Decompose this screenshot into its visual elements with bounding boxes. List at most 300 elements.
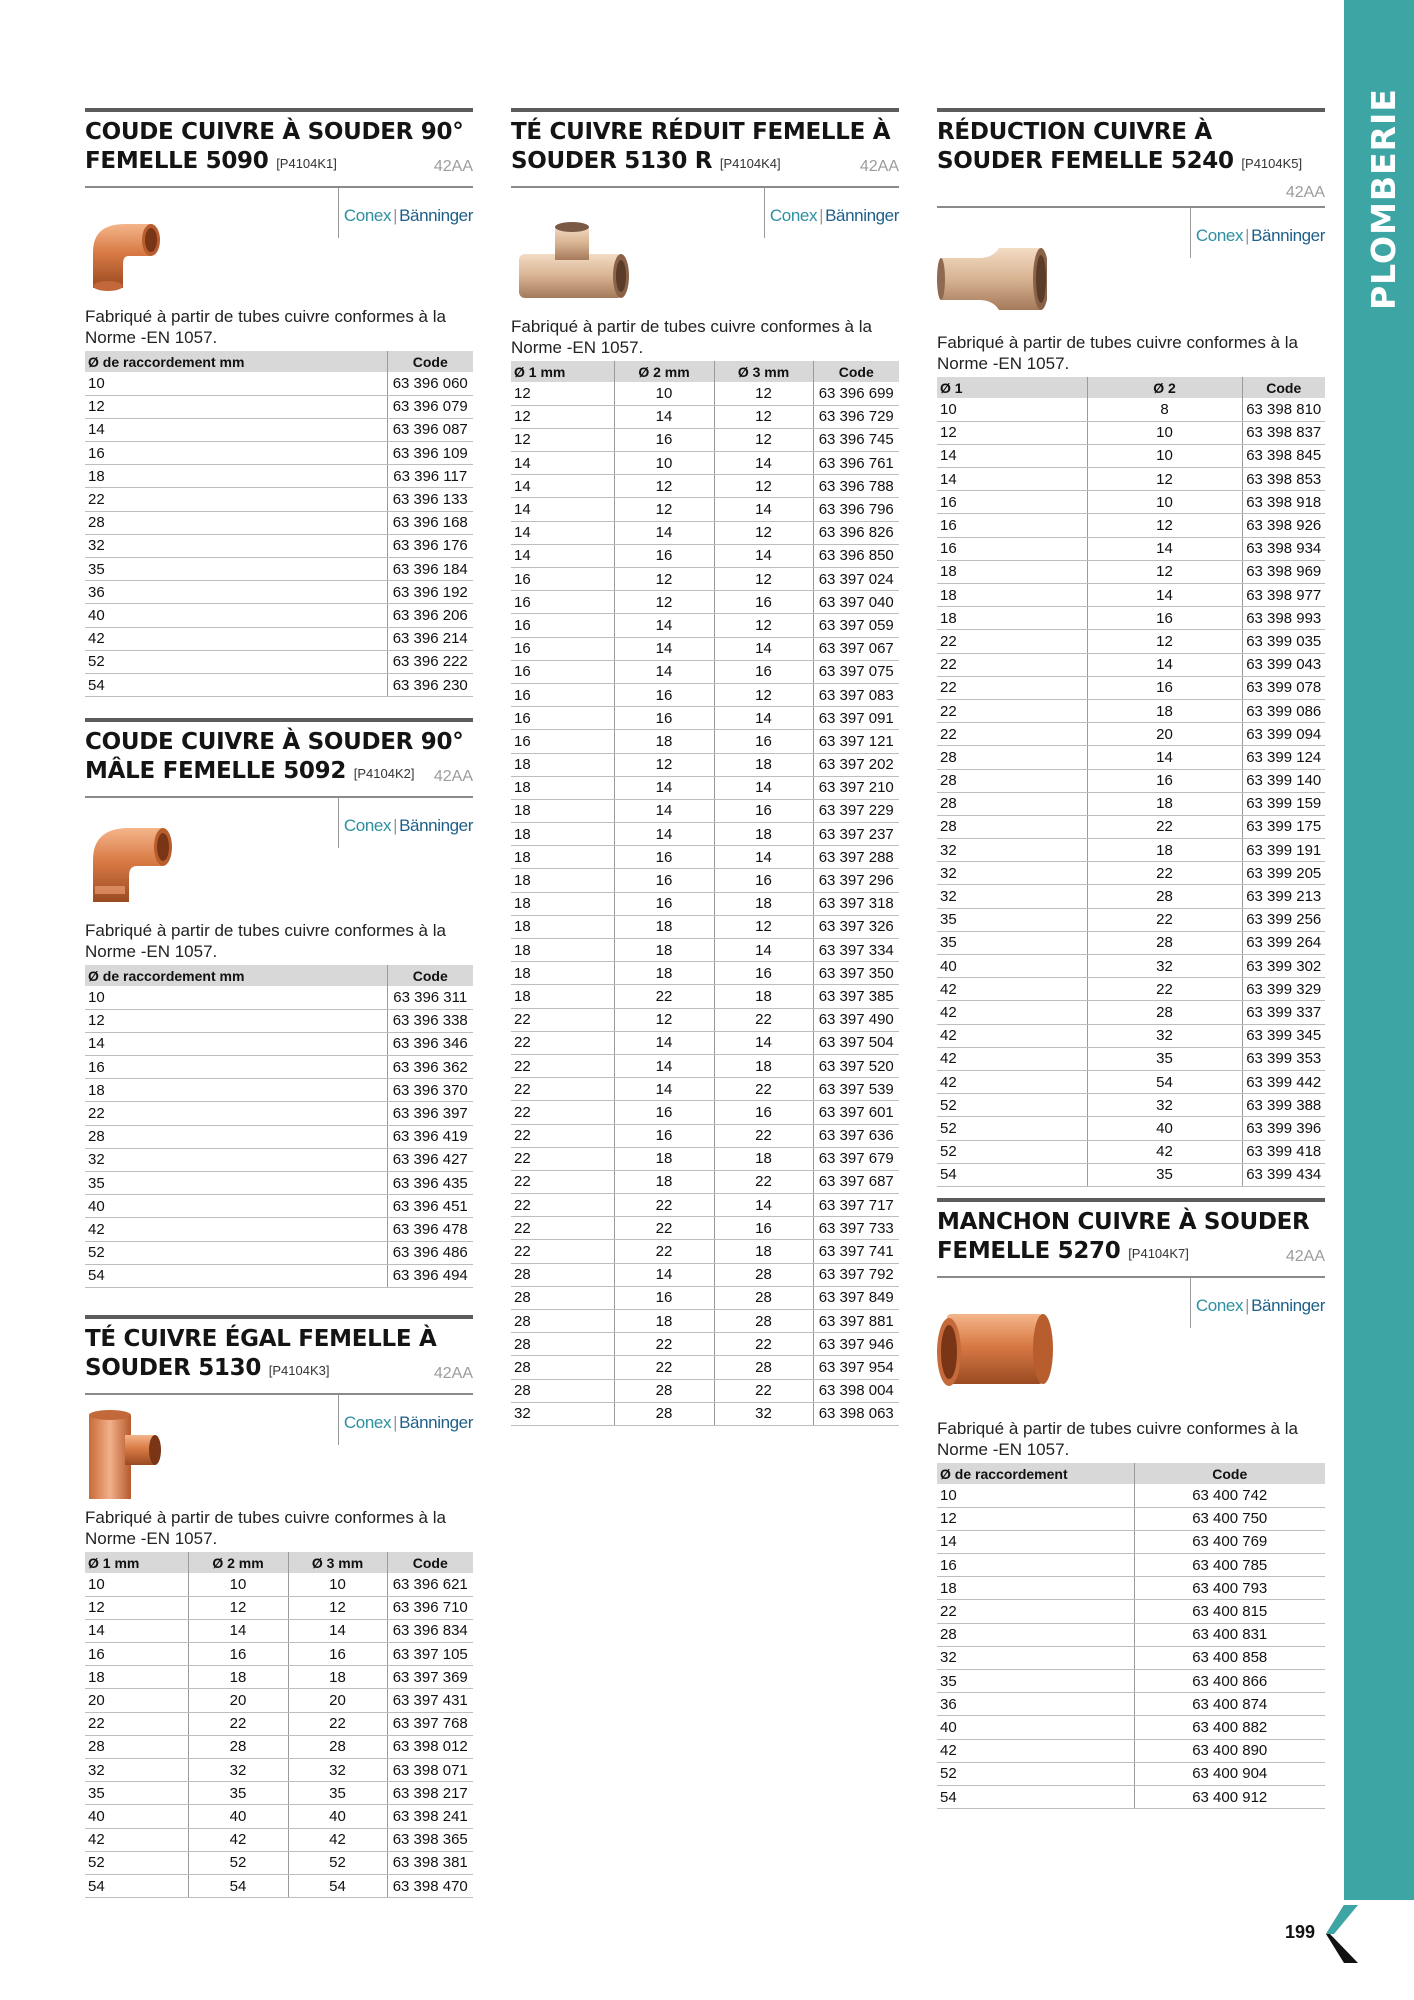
- cell-code: 63 399 213: [1242, 885, 1325, 908]
- cell-diameter: 42: [288, 1828, 387, 1851]
- cell-diameter: 16: [714, 1217, 813, 1240]
- cell-code: 63 396 745: [813, 428, 899, 451]
- cell-code: 63 400 866: [1134, 1670, 1325, 1693]
- category-code: 42AA: [433, 158, 473, 175]
- cell-diameter: 14: [614, 405, 714, 428]
- table-row: [85, 673, 473, 696]
- cell-diameter: 16: [937, 491, 1087, 514]
- cell-diameter: 20: [85, 1689, 188, 1712]
- cell-diameter: 14: [714, 707, 813, 730]
- cell-diameter: 22: [85, 488, 387, 511]
- cell-diameter: 14: [511, 475, 614, 498]
- table-row: [937, 1094, 1325, 1117]
- table-row: [85, 372, 473, 395]
- cell-code: 63 396 419: [387, 1125, 473, 1148]
- cell-diameter: 18: [714, 1240, 813, 1263]
- table-row: [511, 1101, 899, 1124]
- cell-diameter: 18: [614, 915, 714, 938]
- cell-code: 63 398 063: [813, 1402, 899, 1425]
- table-row: [937, 1163, 1325, 1186]
- table-row: [937, 1646, 1325, 1669]
- cell-diameter: 14: [614, 1263, 714, 1286]
- table-row: [937, 1739, 1325, 1762]
- cell-diameter: 22: [937, 1600, 1134, 1623]
- table-row: [511, 1031, 899, 1054]
- cell-code: 63 397 067: [813, 637, 899, 660]
- cell-diameter: 14: [937, 468, 1087, 491]
- table-row: [511, 1263, 899, 1286]
- cell-diameter: 18: [714, 985, 813, 1008]
- table-row: [85, 650, 473, 673]
- table-row: [85, 1782, 473, 1805]
- cell-diameter: 35: [85, 1782, 188, 1805]
- table-row: [85, 986, 473, 1009]
- cell-diameter: 10: [288, 1573, 387, 1596]
- cell-diameter: 28: [85, 1735, 188, 1758]
- cell-diameter: 22: [511, 1124, 614, 1147]
- cell-diameter: 40: [85, 604, 387, 627]
- cell-diameter: 28: [714, 1263, 813, 1286]
- cell-diameter: 16: [614, 892, 714, 915]
- cell-diameter: 12: [614, 753, 714, 776]
- cell-code: 63 399 043: [1242, 653, 1325, 676]
- table-row: [85, 1828, 473, 1851]
- cell-diameter: 54: [288, 1874, 387, 1897]
- cell-diameter: 52: [188, 1851, 288, 1874]
- elbow-fitting-image: [85, 212, 177, 292]
- cell-diameter: 22: [614, 1333, 714, 1356]
- table-row: [85, 581, 473, 604]
- table-row: [937, 1047, 1325, 1070]
- table-row: [511, 614, 899, 637]
- cell-diameter: 16: [714, 1101, 813, 1124]
- cell-diameter: 14: [614, 637, 714, 660]
- cell-diameter: 14: [714, 939, 813, 962]
- cell-diameter: 22: [85, 1102, 387, 1125]
- product-description: Fabriqué à partir de tubes cuivre conformes à la Norme -EN 1057.: [85, 921, 446, 961]
- section-label: PLOMBERIE: [1364, 88, 1403, 310]
- cell-diameter: 12: [614, 475, 714, 498]
- table-row: [511, 452, 899, 475]
- cell-diameter: 12: [288, 1596, 387, 1619]
- category-code: 42AA: [1285, 1248, 1325, 1265]
- cell-diameter: 22: [511, 1008, 614, 1031]
- cell-code: 63 396 478: [387, 1218, 473, 1241]
- cell-diameter: 28: [85, 511, 387, 534]
- table-row: [937, 792, 1325, 815]
- table-row: [937, 931, 1325, 954]
- product-coude-5090: [85, 108, 473, 697]
- table-row: [511, 428, 899, 451]
- cell-diameter: 22: [1087, 978, 1242, 1001]
- table-row: [511, 730, 899, 753]
- cell-code: 63 397 490: [813, 1008, 899, 1031]
- cell-diameter: 18: [511, 915, 614, 938]
- cell-diameter: 22: [614, 1356, 714, 1379]
- cell-diameter: 18: [714, 1054, 813, 1077]
- cell-diameter: 12: [614, 591, 714, 614]
- table-row: [511, 683, 899, 706]
- cell-diameter: 54: [85, 1874, 188, 1897]
- cell-diameter: 28: [511, 1310, 614, 1333]
- brand-logo: Conex | Bänninger: [1190, 208, 1325, 258]
- cell-code: 63 397 741: [813, 1240, 899, 1263]
- table-row: [937, 653, 1325, 676]
- cell-diameter: 14: [714, 1194, 813, 1217]
- cell-diameter: 18: [1087, 792, 1242, 815]
- cell-diameter: 16: [614, 428, 714, 451]
- elbow-fitting-image: [85, 816, 185, 906]
- cell-code: 63 398 004: [813, 1379, 899, 1402]
- table-row: [511, 1008, 899, 1031]
- cell-code: 63 397 326: [813, 915, 899, 938]
- cell-code: 63 397 091: [813, 707, 899, 730]
- table-row: [511, 985, 899, 1008]
- cell-diameter: 28: [511, 1333, 614, 1356]
- cell-diameter: 14: [1087, 653, 1242, 676]
- table-row: [937, 746, 1325, 769]
- cell-diameter: 22: [511, 1054, 614, 1077]
- cell-diameter: 35: [288, 1782, 387, 1805]
- cell-diameter: 14: [511, 544, 614, 567]
- cell-code: 63 396 184: [387, 558, 473, 581]
- cell-diameter: 18: [511, 776, 614, 799]
- table-row: [937, 1024, 1325, 1047]
- cell-code: 63 396 494: [387, 1264, 473, 1287]
- product-te-reduit-5130r: [511, 108, 899, 1426]
- cell-diameter: 22: [937, 653, 1087, 676]
- cell-code: 63 399 159: [1242, 792, 1325, 815]
- cell-code: 63 396 079: [387, 395, 473, 418]
- cell-diameter: 14: [511, 452, 614, 475]
- cell-diameter: 54: [937, 1163, 1087, 1186]
- cell-diameter: 28: [937, 815, 1087, 838]
- cell-diameter: 10: [937, 1484, 1134, 1507]
- cell-diameter: 12: [1087, 560, 1242, 583]
- cell-code: 63 399 256: [1242, 908, 1325, 931]
- cell-code: 63 399 191: [1242, 839, 1325, 862]
- cell-diameter: 18: [714, 1147, 813, 1170]
- cell-code: 63 396 788: [813, 475, 899, 498]
- cell-diameter: 14: [1087, 537, 1242, 560]
- product-table: Ø 1 Ø 2 Code 10 8 63 398 810 12 10 63 398 837 14 10 63 398 845 14 12 63 398 853 16 10 63 398 918 16 12 63 398 926 16 14 63 398 934 18 12 63 398 969 18 14 63 398 977 18 16 63 398 993 22 12 63 399 035 22 14 63 399 043 22 16 63 399 078 22 18 63 399 086 22 20 63 399 094 28 14 63 399 124 28 16 63 399 140 28 18 63 399 159 28 22 63 399 175 32 18 63 399 191 32 22 63 399 205 32 28 63 399 213 35 22 63 399 256 35 28 63 399 264 40 32 63 399 302 42 22 63 399 329 42 28 63 399 337 42 32 63 399 345 42 35 63 399 353 42 54 63 399 442 52 32 63 399 388 52 40 63 399 396 52 42 63 399 418 54 35 63 399 434: [937, 377, 1325, 1187]
- cell-diameter: 32: [85, 1148, 387, 1171]
- cell-diameter: 14: [614, 1078, 714, 1101]
- table-row: [511, 776, 899, 799]
- cell-diameter: 35: [85, 1172, 387, 1195]
- cell-code: 63 400 769: [1134, 1530, 1325, 1553]
- cell-diameter: 14: [511, 521, 614, 544]
- cell-diameter: 10: [85, 372, 387, 395]
- cell-diameter: 22: [937, 699, 1087, 722]
- cell-diameter: 42: [85, 1828, 188, 1851]
- cell-code: 63 397 105: [387, 1643, 473, 1666]
- cell-diameter: 36: [85, 581, 387, 604]
- cell-diameter: 12: [714, 405, 813, 428]
- cell-diameter: 22: [511, 1078, 614, 1101]
- cell-diameter: 22: [937, 630, 1087, 653]
- table-row: [511, 568, 899, 591]
- cell-diameter: 52: [937, 1094, 1087, 1117]
- cell-code: 63 397 385: [813, 985, 899, 1008]
- table-row: [937, 839, 1325, 862]
- cell-code: 63 399 434: [1242, 1163, 1325, 1186]
- cell-diameter: 18: [714, 753, 813, 776]
- cell-diameter: 18: [511, 823, 614, 846]
- cell-diameter: 18: [614, 730, 714, 753]
- cell-code: 63 399 329: [1242, 978, 1325, 1001]
- cell-code: 63 397 636: [813, 1124, 899, 1147]
- product-description: Fabriqué à partir de tubes cuivre conformes à la Norme -EN 1057.: [511, 317, 872, 357]
- cell-diameter: 22: [511, 1101, 614, 1124]
- table-row: [85, 418, 473, 441]
- table-row: [937, 398, 1325, 421]
- cell-diameter: 22: [85, 1712, 188, 1735]
- cell-code: 63 396 370: [387, 1079, 473, 1102]
- cell-diameter: 10: [188, 1573, 288, 1596]
- table-row: [937, 1762, 1325, 1785]
- table-row: [937, 537, 1325, 560]
- cell-diameter: 28: [85, 1125, 387, 1148]
- table-row: [511, 475, 899, 498]
- cell-diameter: 10: [1087, 491, 1242, 514]
- cell-code: 63 396 206: [387, 604, 473, 627]
- cell-diameter: 40: [1087, 1117, 1242, 1140]
- cell-code: 63 399 345: [1242, 1024, 1325, 1047]
- cell-diameter: 12: [614, 1008, 714, 1031]
- brand-logo: Conex | Bänninger: [338, 1395, 473, 1445]
- cell-code: 63 397 881: [813, 1310, 899, 1333]
- cell-code: 63 397 768: [387, 1712, 473, 1735]
- cell-diameter: 18: [937, 584, 1087, 607]
- cell-code: 63 398 217: [387, 1782, 473, 1805]
- cell-diameter: 22: [511, 1170, 614, 1193]
- cell-code: 63 398 969: [1242, 560, 1325, 583]
- table-row: [511, 521, 899, 544]
- cell-diameter: 12: [511, 405, 614, 428]
- table-row: [937, 769, 1325, 792]
- cell-diameter: 12: [714, 428, 813, 451]
- table-row: [511, 1194, 899, 1217]
- cell-diameter: 14: [85, 1032, 387, 1055]
- page-number: 199: [1285, 1922, 1316, 1942]
- cell-diameter: 14: [714, 498, 813, 521]
- cell-diameter: 14: [714, 637, 813, 660]
- cell-diameter: 12: [714, 915, 813, 938]
- cell-code: 63 397 601: [813, 1101, 899, 1124]
- table-row: [511, 405, 899, 428]
- cell-diameter: 12: [85, 1596, 188, 1619]
- table-row: [511, 382, 899, 405]
- cell-code: 63 396 060: [387, 372, 473, 395]
- table-row: [937, 1530, 1325, 1553]
- cell-diameter: 22: [937, 723, 1087, 746]
- cell-diameter: 22: [937, 676, 1087, 699]
- cell-diameter: 10: [1087, 444, 1242, 467]
- cell-diameter: 22: [714, 1008, 813, 1031]
- cell-code: 63 397 288: [813, 846, 899, 869]
- cell-diameter: 28: [511, 1286, 614, 1309]
- cell-code: 63 398 993: [1242, 607, 1325, 630]
- cell-diameter: 12: [714, 521, 813, 544]
- product-table: Ø de raccordement mm Code 10 63 396 060 12 63 396 079 14 63 396 087 16 63 396 109 18 63 396 117 22 63 396 133 28 63 396 168 32 63 396 176 35 63 396 184 36 63 396 192 40 63 396 206 42 63 396 214 52 63 396 222 54 63 396 230: [85, 351, 473, 697]
- table-row: [937, 468, 1325, 491]
- brand-logo: Conex | Bänninger: [338, 188, 473, 238]
- cell-code: 63 396 311: [387, 986, 473, 1009]
- cell-diameter: 12: [85, 395, 387, 418]
- table-row: [511, 869, 899, 892]
- cell-diameter: 40: [85, 1805, 188, 1828]
- table-row: [937, 444, 1325, 467]
- cell-diameter: 12: [511, 382, 614, 405]
- table-row: [937, 699, 1325, 722]
- cell-code: 63 397 733: [813, 1217, 899, 1240]
- cell-diameter: 40: [85, 1195, 387, 1218]
- table-row: [511, 1402, 899, 1425]
- cell-diameter: 42: [937, 1070, 1087, 1093]
- cell-diameter: 22: [511, 1147, 614, 1170]
- cell-diameter: 16: [511, 730, 614, 753]
- table-row: [937, 1577, 1325, 1600]
- cell-diameter: 16: [1087, 676, 1242, 699]
- cell-diameter: 28: [714, 1356, 813, 1379]
- cell-diameter: 16: [714, 730, 813, 753]
- cell-diameter: 28: [511, 1356, 614, 1379]
- table-row: [937, 1600, 1325, 1623]
- product-title: TÉ CUIVRE RÉDUIT FEMELLE À SOUDER 5130 R [P4104K4]: [511, 119, 891, 174]
- cell-diameter: 14: [937, 444, 1087, 467]
- cell-code: 63 399 140: [1242, 769, 1325, 792]
- cell-code: 63 398 977: [1242, 584, 1325, 607]
- cell-diameter: 18: [511, 869, 614, 892]
- table-row: [85, 1573, 473, 1596]
- cell-diameter: 42: [937, 1001, 1087, 1024]
- cell-diameter: 22: [714, 1170, 813, 1193]
- cell-diameter: 14: [714, 452, 813, 475]
- table-row: [937, 1554, 1325, 1577]
- cell-diameter: 18: [937, 607, 1087, 630]
- cell-code: 63 399 094: [1242, 723, 1325, 746]
- cell-code: 63 399 086: [1242, 699, 1325, 722]
- table-row: [511, 1379, 899, 1402]
- table-row: [511, 962, 899, 985]
- cell-diameter: 22: [714, 1333, 813, 1356]
- cell-diameter: 28: [937, 792, 1087, 815]
- cell-diameter: 10: [1087, 421, 1242, 444]
- cell-diameter: 22: [511, 1194, 614, 1217]
- cell-diameter: 18: [614, 1310, 714, 1333]
- cell-code: 63 397 318: [813, 892, 899, 915]
- product-title: COUDE CUIVRE À SOUDER 90° MÂLE FEMELLE 5092 [P4104K2]: [85, 729, 464, 784]
- table-row: [937, 885, 1325, 908]
- table-row: [511, 1217, 899, 1240]
- cell-diameter: 16: [85, 1643, 188, 1666]
- cell-diameter: 28: [937, 1623, 1134, 1646]
- table-row: [937, 514, 1325, 537]
- table-row: [85, 1195, 473, 1218]
- cell-diameter: 35: [188, 1782, 288, 1805]
- cell-code: 63 397 539: [813, 1078, 899, 1101]
- cell-code: 63 396 222: [387, 650, 473, 673]
- cell-diameter: 40: [188, 1805, 288, 1828]
- table-row: [937, 1484, 1325, 1507]
- category-code: 42AA: [433, 768, 473, 785]
- table-row: [511, 591, 899, 614]
- cell-code: 63 397 350: [813, 962, 899, 985]
- cell-diameter: 18: [511, 846, 614, 869]
- cell-code: 63 396 486: [387, 1241, 473, 1264]
- cell-code: 63 396 087: [387, 418, 473, 441]
- table-row: [937, 978, 1325, 1001]
- cell-diameter: 32: [1087, 1024, 1242, 1047]
- cell-diameter: 14: [937, 1530, 1134, 1553]
- cell-diameter: 28: [614, 1402, 714, 1425]
- cell-diameter: 16: [614, 1101, 714, 1124]
- cell-diameter: 12: [714, 614, 813, 637]
- cell-diameter: 28: [714, 1310, 813, 1333]
- cell-diameter: 14: [614, 521, 714, 544]
- product-description: Fabriqué à partir de tubes cuivre conformes à la Norme -EN 1057.: [85, 1508, 446, 1548]
- cell-diameter: 32: [511, 1402, 614, 1425]
- cell-diameter: 14: [85, 1619, 188, 1642]
- cell-diameter: 35: [937, 1670, 1134, 1693]
- cell-code: 63 399 124: [1242, 746, 1325, 769]
- cell-diameter: 10: [614, 382, 714, 405]
- coupling-fitting-image: [937, 1302, 1057, 1396]
- cell-code: 63 398 934: [1242, 537, 1325, 560]
- cell-code: 63 396 192: [387, 581, 473, 604]
- table-row: [85, 1759, 473, 1782]
- cell-diameter: 22: [614, 1194, 714, 1217]
- cell-code: 63 396 176: [387, 534, 473, 557]
- table-row: [85, 1009, 473, 1032]
- cell-code: 63 397 024: [813, 568, 899, 591]
- cell-code: 63 396 214: [387, 627, 473, 650]
- cell-code: 63 399 035: [1242, 630, 1325, 653]
- cell-code: 63 396 230: [387, 673, 473, 696]
- cell-diameter: 54: [85, 1264, 387, 1287]
- cell-diameter: 16: [714, 799, 813, 822]
- cell-diameter: 12: [1087, 514, 1242, 537]
- cell-diameter: 12: [614, 568, 714, 591]
- cell-diameter: 14: [614, 1031, 714, 1054]
- category-code: 42AA: [859, 158, 899, 175]
- cell-diameter: 54: [188, 1874, 288, 1897]
- cell-diameter: 54: [85, 673, 387, 696]
- cell-diameter: 14: [614, 823, 714, 846]
- table-row: [85, 1643, 473, 1666]
- cell-diameter: 18: [288, 1666, 387, 1689]
- table-row: [85, 488, 473, 511]
- cell-diameter: 14: [714, 544, 813, 567]
- table-row: [511, 1078, 899, 1101]
- cell-diameter: 35: [1087, 1163, 1242, 1186]
- cell-code: 63 398 012: [387, 1735, 473, 1758]
- cell-code: 63 397 369: [387, 1666, 473, 1689]
- table-row: [85, 627, 473, 650]
- cell-code: 63 398 365: [387, 1828, 473, 1851]
- table-row: [511, 1054, 899, 1077]
- cell-diameter: 22: [188, 1712, 288, 1735]
- cell-code: 63 400 858: [1134, 1646, 1325, 1669]
- table-row: [937, 1070, 1325, 1093]
- cell-diameter: 22: [511, 1031, 614, 1054]
- cell-diameter: 18: [614, 939, 714, 962]
- table-row: [85, 1735, 473, 1758]
- cell-diameter: 32: [937, 1646, 1134, 1669]
- cell-diameter: 18: [85, 465, 387, 488]
- cell-code: 63 396 397: [387, 1102, 473, 1125]
